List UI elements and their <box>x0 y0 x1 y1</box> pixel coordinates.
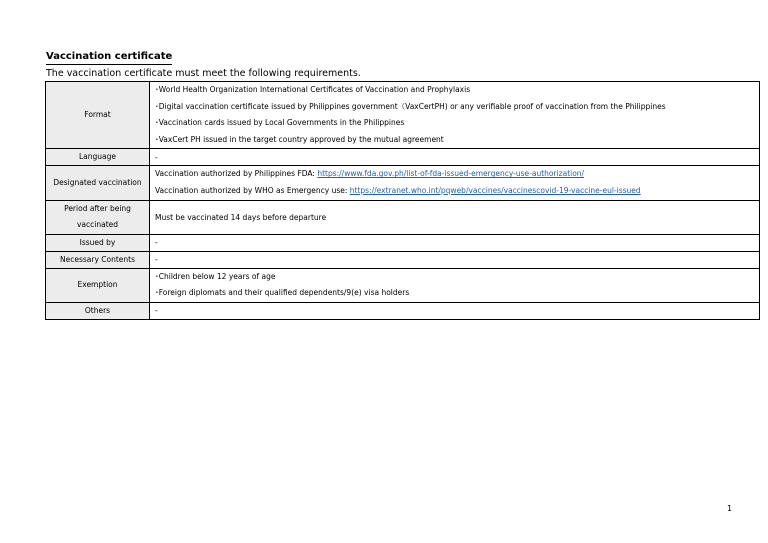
row-label-designated-vaccination: Designated vaccination <box>46 166 150 200</box>
exemption-line-diplomats: ･Foreign diplomats and their qualified dependents/9(e) visa holders <box>155 288 410 298</box>
requirements-table <box>45 81 760 320</box>
exemption-line-children: ･Children below 12 years of age <box>155 271 276 281</box>
row-value-necessary-contents: - <box>150 251 760 268</box>
table-row-issued-by <box>46 234 760 251</box>
row-value-designated-vaccination <box>150 166 760 200</box>
intro-text: The vaccination certificate must meet the following requirements. <box>46 68 361 79</box>
page-number: 1 <box>727 504 733 513</box>
row-label-issued-by: Issued by <box>46 234 150 251</box>
format-line-who: ･World Health Organization International Certificates of Vaccination and Prophylaxis <box>155 85 471 94</box>
designated-line-fda <box>155 166 759 183</box>
format-line-digital: ･Digital vaccination certificate issued by Philippines government（VaxCertPH) or any verifiable proof of vaccination from the Philippines <box>155 101 666 111</box>
period-label-line2: vaccinated <box>76 220 119 230</box>
table-row-designated-vaccination <box>46 166 760 200</box>
table-row-exemption <box>46 268 760 302</box>
fda-link[interactable]: https://www.fda.gov.ph/list-of-fda-issued-emergency-use-authorization/ <box>317 169 585 179</box>
format-line-vaxcert: ･VaxCert PH issued in the target country approved by the mutual agreement <box>155 134 444 144</box>
row-label-format: Format <box>46 82 150 149</box>
who-link[interactable]: https://extranet.who.int/pqweb/vaccines/vaccinescovid-19-vaccine-eul-issued <box>349 185 641 195</box>
row-value-period: Must be vaccinated 14 days before departure <box>150 200 760 234</box>
row-label-period <box>46 200 150 234</box>
row-label-necessary-contents: Necessary Contents <box>46 251 150 268</box>
who-text: Vaccination authorized by WHO as Emergency use: <box>155 185 350 195</box>
row-label-exemption: Exemption <box>46 268 150 302</box>
period-label-line1: Period after being <box>64 204 131 214</box>
section-heading: Vaccination certificate <box>46 51 172 65</box>
row-label-language: Language <box>46 149 150 166</box>
row-value-others: - <box>150 302 760 319</box>
row-value-issued-by: - <box>150 234 760 251</box>
table-row-period <box>46 200 760 234</box>
table-row-others <box>46 302 760 319</box>
table-row-format <box>46 82 760 149</box>
fda-text: Vaccination authorized by Philippines FDA: <box>155 169 318 179</box>
table-row-necessary-contents <box>46 251 760 268</box>
format-line-local-cards: ･Vaccination cards issued by Local Governments in the Philippines <box>155 118 405 128</box>
row-value-format <box>150 82 760 149</box>
designated-line-who <box>155 183 759 200</box>
table-row-language <box>46 149 760 166</box>
row-label-others: Others <box>46 302 150 319</box>
row-value-exemption <box>150 268 760 302</box>
row-value-language: - <box>150 149 760 166</box>
